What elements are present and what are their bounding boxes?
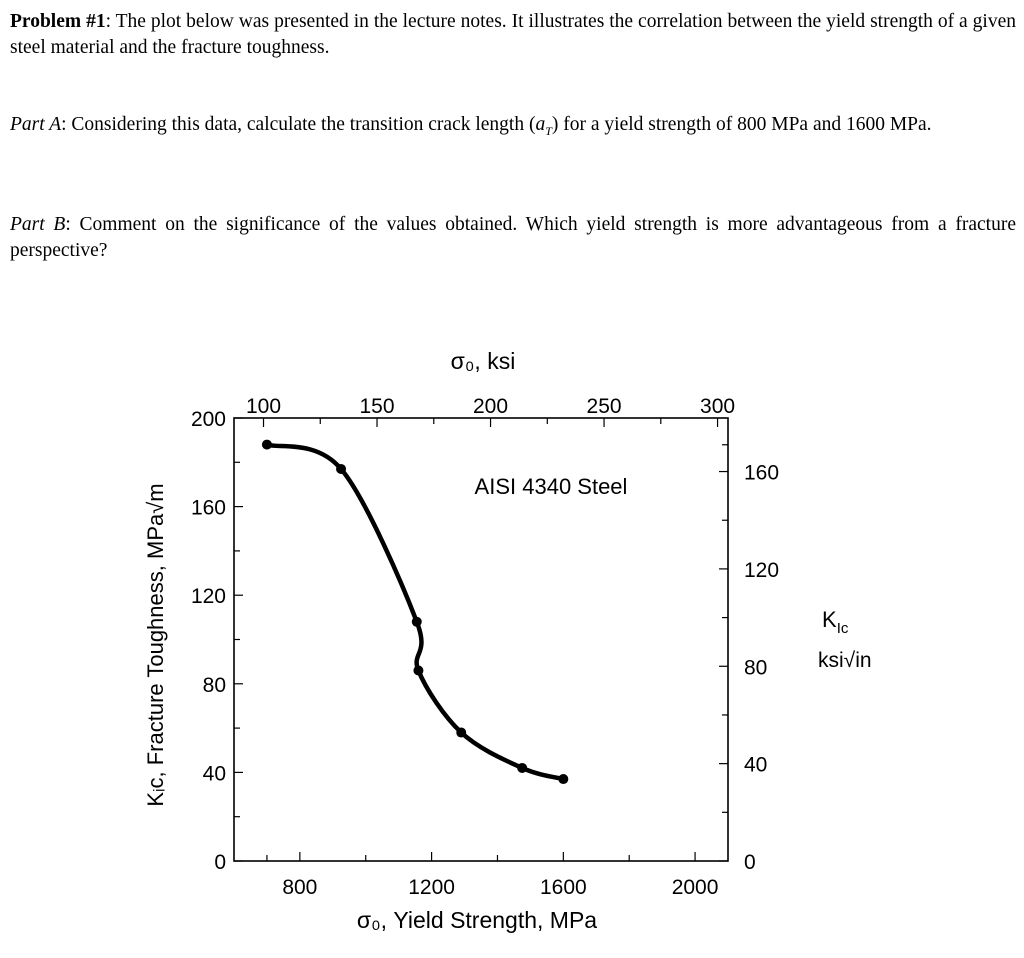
y-right-tick-label: 160 [744, 461, 780, 485]
y-right-axis-label-k: K [822, 607, 837, 632]
part-a-text-after: ) for a yield strength of 800 MPa and 1600 MPa. [551, 114, 932, 135]
data-point [456, 728, 466, 738]
part-a-symbol-subscript: T [545, 123, 552, 138]
x-bottom-tick-label: 2000 [671, 876, 719, 899]
y-left-tick-label: 0 [214, 851, 226, 874]
part-b-text: Comment on the significance of the values obtained. Which yield strength is more advantageous from a fracture perspective? [10, 214, 1016, 261]
y-left-tick-label: 40 [202, 762, 226, 786]
y-left-tick-label: 120 [190, 585, 226, 609]
x-top-tick-label: 250 [586, 395, 622, 418]
y-right-axis-label-units: ksi√in [818, 649, 872, 672]
y-right-axis-label-subscript: Ic [836, 620, 849, 637]
part-a-label: Part A [10, 114, 62, 135]
data-point [412, 617, 422, 627]
part-a-colon: : [61, 114, 67, 135]
y-right-axis-label-symbol [822, 607, 849, 637]
y-left-tick-label: 80 [202, 673, 226, 697]
y-left-tick-label: 200 [190, 408, 226, 431]
y-right-tick-label: 40 [744, 753, 768, 777]
y-left-tick-label: 160 [190, 496, 226, 520]
data-point [413, 666, 423, 676]
x-top-tick-label: 150 [359, 395, 395, 418]
y-left-axis-label: Kᵢc, Fracture Toughness, MPa√m [143, 483, 168, 807]
y-right-tick-label: 80 [744, 656, 768, 680]
x-bottom-tick-label: 800 [282, 876, 318, 899]
x-bottom-tick-label: 1200 [408, 876, 455, 899]
part-a-symbol: a [535, 114, 546, 135]
part-b-label: Part B [10, 214, 66, 235]
problem-heading: Problem #1 [10, 11, 106, 32]
problem-text: The plot below was presented in the lecture notes. It illustrates the correlation between the yield strength of a given steel material and the fracture toughness. [10, 11, 1016, 58]
annotation-label: AISI 4340 Steel [474, 474, 628, 499]
x-top-axis-label: σ₀, ksi [450, 348, 516, 374]
data-point [517, 763, 527, 773]
x-top-tick-label: 200 [473, 395, 509, 418]
problem-colon: : [105, 11, 112, 32]
x-bottom-axis-label: σ₀, Yield Strength, MPa [356, 907, 598, 933]
data-point [262, 440, 272, 450]
x-top-tick-label: 100 [245, 395, 282, 418]
data-point [336, 464, 346, 474]
part-a-text-before: Considering this data, calculate the transition crack length ( [66, 114, 536, 135]
x-bottom-tick-label: 1600 [539, 876, 587, 899]
data-point [558, 774, 568, 784]
x-top-tick-label: 300 [700, 395, 736, 418]
tick-labels [191, 395, 779, 899]
y-right-tick-label: 120 [744, 558, 780, 582]
y-right-tick-label: 0 [744, 851, 756, 874]
part-b-colon: : [65, 214, 71, 235]
